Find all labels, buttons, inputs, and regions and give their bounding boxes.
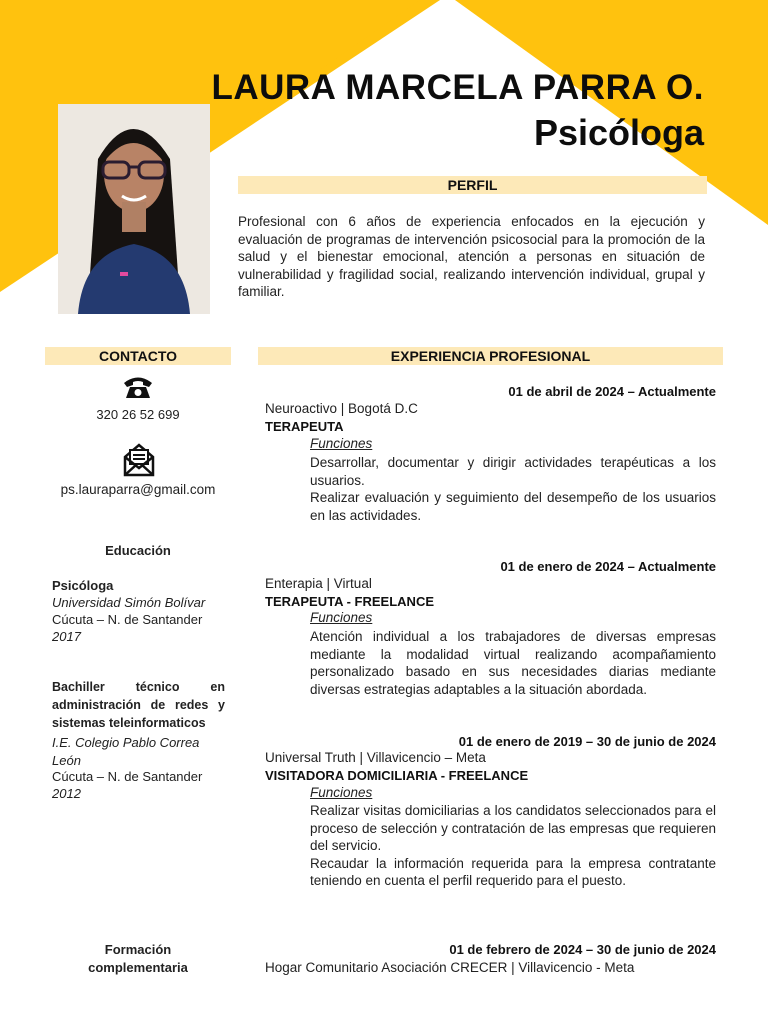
edu-institution-2: I.E. Colegio Pablo Correa León [52, 735, 200, 768]
phone-number[interactable]: 320 26 52 699 [96, 407, 180, 422]
exp-1-company: Neuroactivo | Bogotá D.C [265, 401, 418, 416]
exp-3-company: Universal Truth | Villavicencio – Meta [265, 750, 486, 765]
edu-institution-1: Universidad Simón Bolívar [52, 595, 206, 610]
exp-2-functions-label: Funciones [310, 610, 373, 625]
exp-1-date: 01 de abril de 2024 – Actualmente [508, 384, 716, 399]
exp-1-desc-1: Desarrollar, documentar y dirigir actividades terapéuticas a los usuarios. [310, 455, 716, 488]
formacion-heading: Formación complementaria [88, 942, 188, 975]
exp-4-date: 01 de febrero de 2024 – 30 de junio de 2024 [449, 942, 716, 957]
exp-2-company: Enterapia | Virtual [265, 576, 372, 591]
exp-3-functions-label: Funciones [310, 785, 373, 800]
edu-year-1: 2017 [52, 629, 81, 644]
exp-3-title: VISITADORA DOMICILIARIA - FREELANCE [265, 768, 529, 783]
exp-2-description [310, 628, 716, 698]
profile-photo [58, 104, 210, 314]
perfil-text: Profesional con 6 años de experiencia enfocados en la ejecución y evaluación de programas de intervención psicosocial para la promoción de la salud y el bienestar emocional, atención a personas en situación de vulnerabilidad y fragilidad social, realizando intervención individual, grupal y familiar. [238, 214, 705, 299]
exp-4-company: Hogar Comunitario Asociación CRECER | Villavicencio - Meta [265, 960, 635, 975]
exp-1-title: TERAPEUTA [265, 419, 344, 434]
exp-2-title: TERAPEUTA - FREELANCE [265, 594, 434, 609]
person-name: LAURA MARCELA PARRA O. [211, 68, 704, 107]
exp-2-desc-1: Atención individual a los trabajadores de diversas empresas mediante la modalidad virtual realizando acompañamiento personalizado basado en sus necesidades diarias mediante diversas estrategias adaptables a la situación abordada. [310, 629, 716, 697]
email-address[interactable]: ps.lauraparra@gmail.com [60, 482, 216, 497]
envelope-icon [122, 442, 156, 478]
exp-3-desc-1: Realizar visitas domiciliarias a los candidatos seleccionados para el proceso de selección y contratación de las empresas que requieren del servicio. [310, 803, 716, 853]
exp-2-date: 01 de enero de 2024 – Actualmente [500, 559, 716, 574]
edu-place-1: Cúcuta – N. de Santander [52, 612, 203, 627]
edu-degree-1: Psicóloga [52, 578, 114, 593]
perfil-heading: PERFIL [238, 176, 707, 194]
educacion-heading: Educación [105, 543, 171, 558]
edu-year-2: 2012 [52, 786, 81, 801]
exp-1-description [310, 454, 716, 524]
contacto-heading: CONTACTO [45, 347, 231, 365]
edu-place-2: Cúcuta – N. de Santander [52, 769, 203, 784]
person-role: Psicóloga [533, 112, 704, 153]
experiencia-heading: EXPERIENCIA PROFESIONAL [258, 347, 723, 365]
edu-degree-2: Bachiller técnico en administración de redes y sistemas teleinformaticos [52, 680, 225, 730]
phone-icon [122, 374, 154, 400]
exp-3-desc-2: Recaudar la información requerida para la empresa contratante teniendo en cuenta el perfil requerido para el puesto. [310, 855, 716, 888]
exp-3-description [310, 802, 716, 890]
exp-1-desc-2: Realizar evaluación y seguimiento del desempeño de los usuarios en las actividades. [310, 490, 716, 523]
exp-3-date: 01 de enero de 2019 – 30 de junio de 2024 [458, 734, 716, 749]
exp-1-functions-label: Funciones [310, 436, 373, 451]
